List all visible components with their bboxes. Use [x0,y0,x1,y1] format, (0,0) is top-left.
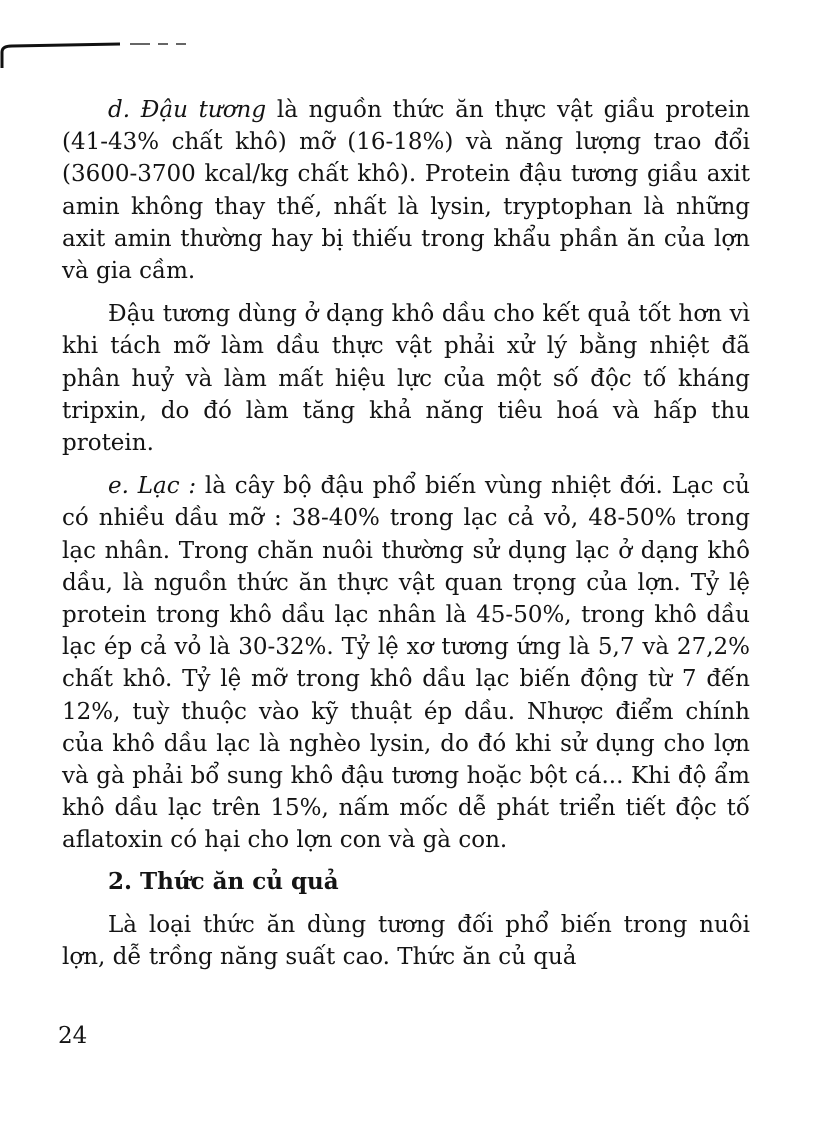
page-body [62,94,750,973]
soybean-lead: d. Đậu tương [108,97,267,123]
soybean-meal-text: Đậu tương dùng ở dạng khô dầu cho kết quả tốt hơn vì khi tách mỡ làm dầu thực vật phải xử lý bằng nhiệt đã phân huỷ và làm mất hiệu lực của một số độc tố kháng tripxin, do đó làm tăng khả năng tiêu hoá và hấp thu protein. [62,301,750,457]
section-heading: 2. Thức ăn củ quả [108,867,339,895]
peanut-text: là cây bộ đậu phổ biến vùng nhiệt đới. Lạc củ có nhiều dầu mỡ : 38-40% trong lạc cả vỏ, 48-50% trong lạc nhân. Trong chăn nuôi thường sử dụng lạc ở dạng khô dầu, là nguồn thức ăn thực vật quan trọng của lợn. Tỷ lệ protein trong khô dầu lạc nhân là 45-50%, trong khô dầu lạc ép cả vỏ là 30-32%. Tỷ lệ xơ tương ứng là 5,7 và 27,2% chất khô. Tỷ lệ mỡ trong khô dầu lạc biến động từ 7 đến 12%, tuỳ thuộc vào kỹ thuật ép dầu. Nhược điểm chính của khô dầu lạc là nghèo lysin, do đó khi sử dụng cho lợn và gà phải bổ sung khô đậu tương hoặc bột cá... Khi độ ẩm khô dầu lạc trên 15%, nấm mốc dễ phát triển tiết độc tố aflatoxin có hại cho lợn con và gà con. [62,473,750,854]
tubers-text: Là loại thức ăn dùng tương đối phổ biến trong nuôi lợn, dễ trồng năng suất cao. Thức ăn củ quả [62,911,750,971]
scan-corner-mark [0,40,190,70]
paragraph-peanut [62,470,750,856]
page-number: 24 [58,1023,88,1049]
soybean-text: là nguồn thức ăn thực vật giầu protein (41-43% chất khô) mỡ (16-18%) và năng lượng trao đổi (3600-3700 kcal/kg chất khô). Protein đậu tương giầu axit amin không thay thế, nhất là lysin, tryptophan là những axit amin thường hay bị thiếu trong khẩu phần ăn của lợn và gia cầm. [62,97,751,285]
peanut-lead: e. Lạc : [108,473,197,500]
paragraph-tubers [62,909,750,973]
paragraph-soybean [62,94,750,287]
paragraph-soybean-meal [62,298,750,459]
